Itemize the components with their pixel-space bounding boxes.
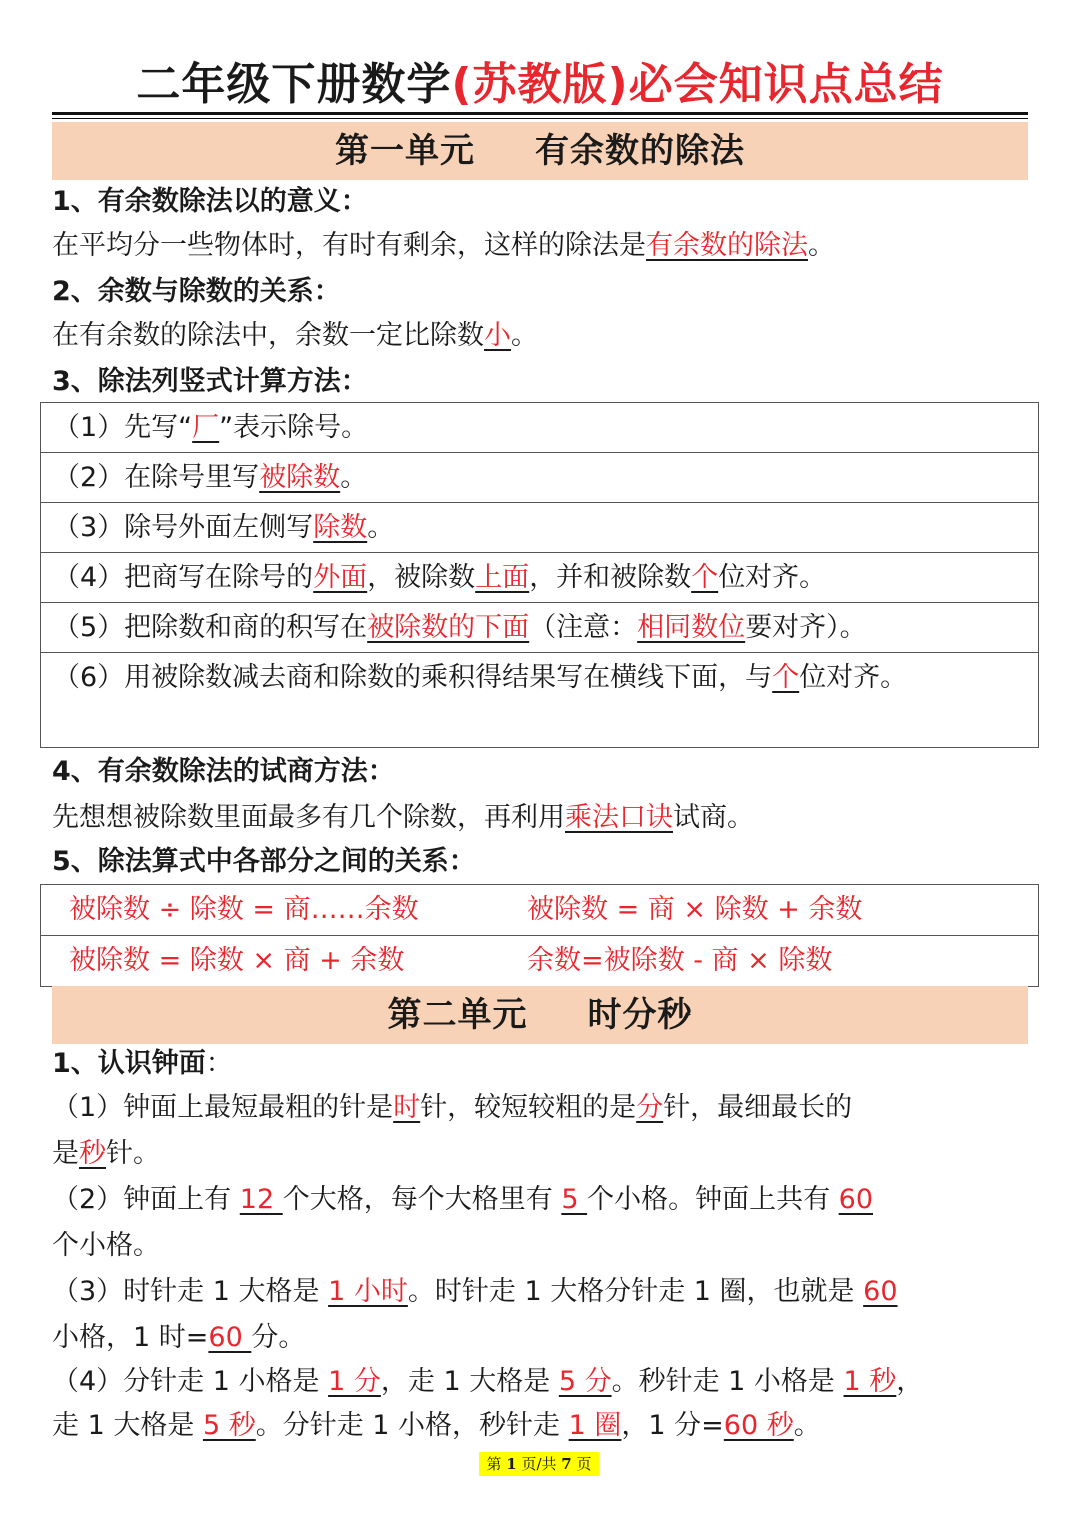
page-title	[52, 58, 1028, 112]
clock-point-4-answer-4: 5 秒	[202, 1410, 256, 1441]
unit2-name: 时分秒	[587, 995, 693, 1035]
unit2-label: 第二单元	[387, 995, 528, 1035]
relation-formula-3: 被除数 = 除数 × 商 + 余数	[69, 945, 405, 976]
relation-row-2	[41, 936, 1038, 986]
title-edition: (苏教版)	[451, 59, 629, 110]
clock-point-2-text-2: 个大格，每个大格里有	[282, 1184, 562, 1215]
unit1-label: 第一单元	[335, 131, 475, 171]
step-1	[41, 403, 1038, 453]
u1-s4-text	[52, 796, 754, 840]
step-5-text: （5）把除数和商的积写在	[53, 612, 368, 643]
division-relations-table	[40, 884, 1039, 987]
step-5	[41, 603, 1038, 653]
page-number-prefix: 第	[486, 1455, 507, 1473]
step-1-text: （1）先写“	[53, 412, 193, 443]
step-3	[41, 503, 1038, 553]
step-4-answer-2: 上面	[475, 562, 530, 593]
clock-point-4-line-2	[52, 1404, 821, 1448]
clock-point-3-text-3: 小格，1 时=	[52, 1322, 209, 1353]
unit1-header	[52, 122, 1028, 180]
relation-formula-2: 被除数 = 商 × 除数 + 余数	[527, 894, 863, 925]
title-suffix: 必会知识点总结	[628, 59, 944, 110]
clock-point-4-text: （4）分针走 1 小格是	[52, 1366, 329, 1397]
clock-point-4-answer-5: 1 圈	[568, 1410, 622, 1441]
relation-formula-4: 余数=被除数 - 商 × 除数	[527, 945, 833, 976]
clock-point-3-text: （3）时针走 1 大格是	[52, 1276, 329, 1307]
unit2-header	[52, 986, 1028, 1044]
clock-point-1-text-2: 针，较短较粗的是	[420, 1092, 637, 1123]
step-3-end: 。	[367, 512, 395, 543]
step-2-text: （2）在除号里写	[53, 462, 260, 493]
clock-point-1-answer-1: 时	[393, 1092, 421, 1123]
title-main: 二年级下册数学	[136, 59, 452, 110]
step-5-text-2: （注意：	[529, 612, 638, 643]
clock-point-4-end: 。	[793, 1410, 821, 1441]
clock-point-4-text-4: ，	[896, 1366, 924, 1397]
step-4-text: （4）把商写在除号的	[53, 562, 314, 593]
clock-point-1-end: 针。	[106, 1138, 160, 1169]
page-number	[479, 1452, 599, 1476]
clock-point-2-text: （2）钟面上有	[52, 1184, 240, 1215]
clock-point-2-answer-1: 12	[239, 1184, 283, 1215]
clock-point-4-answer-1: 1 分	[328, 1366, 381, 1397]
clock-point-4-text-2: ，走 1 大格是	[380, 1366, 559, 1397]
step-4-text-3: ，并和被除数	[529, 562, 692, 593]
clock-point-2-answer-3: 60	[838, 1184, 874, 1215]
step-4	[41, 553, 1038, 603]
clock-point-3-end: 分。	[251, 1322, 306, 1353]
step-5-answer-2: 相同数位	[637, 612, 746, 643]
step-3-text: （3）除号外面左侧写	[53, 512, 314, 543]
clock-point-4-line-1	[52, 1360, 923, 1404]
clock-point-1-answer-2: 分	[636, 1092, 664, 1123]
step-5-end: 要对齐）。	[745, 612, 867, 643]
u1-s1-text	[52, 224, 835, 268]
u2-s1-heading-text: 1、认识钟面	[52, 1048, 206, 1079]
u2-s1-heading	[52, 1044, 233, 1084]
clock-point-2-text-3: 个小格。钟面上共有	[587, 1184, 839, 1215]
clock-point-1-answer-3: 秒	[79, 1138, 106, 1169]
step-2	[41, 453, 1038, 503]
step-6-end: 位对齐。	[799, 662, 908, 693]
clock-point-4-text-6: 。分针走 1 小格，秒针走	[255, 1410, 569, 1441]
step-4-answer-1: 外面	[313, 562, 368, 593]
clock-point-4-text-7: ，1 分=	[621, 1410, 724, 1441]
clock-point-1-text-3: 针，最细最长的	[663, 1092, 853, 1123]
u1-s1-end: 。	[808, 230, 835, 261]
u1-s1-sentence: 在平均分一些物体时，有时有剩余，这样的除法是	[52, 230, 646, 261]
clock-point-3-line-2	[52, 1316, 305, 1360]
u1-s1-answer: 有余数的除法	[646, 230, 808, 261]
title-rule-thin	[52, 118, 1028, 119]
page-number-suffix: 页	[571, 1455, 592, 1473]
title-rule-thick	[52, 112, 1028, 115]
u1-s5-heading: 5、除法算式中各部分之间的关系：	[52, 846, 476, 877]
u1-s1-heading: 1、有余数除法以的意义：	[52, 186, 368, 217]
clock-point-3-text-2: 。时针走 1 大格分针走 1 圈，也就是	[407, 1276, 864, 1307]
step-4-text-2: ，被除数	[367, 562, 476, 593]
clock-point-3-answer-3: 60	[208, 1322, 252, 1353]
u1-s2-heading: 2、余数与除数的关系：	[52, 276, 341, 307]
u1-s2-answer: 小	[484, 320, 511, 351]
u1-s2-end: 。	[511, 320, 538, 351]
step-6	[41, 653, 1038, 747]
clock-point-2-answer-2: 5	[561, 1184, 588, 1215]
unit1-name: 有余数的除法	[535, 131, 745, 171]
u1-s4-heading: 4、有余数除法的试商方法：	[52, 756, 395, 787]
step-2-answer: 被除数	[259, 462, 341, 493]
u1-s3-heading: 3、除法列竖式计算方法：	[52, 366, 368, 397]
current-page: 1	[506, 1455, 517, 1473]
step-5-answer-1: 被除数的下面	[367, 612, 530, 643]
step-4-answer-3: 个	[691, 562, 719, 593]
total-pages: 7	[561, 1455, 572, 1473]
step-4-end: 位对齐。	[718, 562, 827, 593]
step-1-end: ”表示除号。	[219, 412, 369, 443]
clock-point-4-answer-2: 5 分	[558, 1366, 612, 1397]
clock-point-2-line-1	[52, 1178, 873, 1222]
u1-s4-answer: 乘法口诀	[565, 802, 673, 833]
step-3-answer: 除数	[313, 512, 368, 543]
u1-s4-sentence: 先想想被除数里面最多有几个除数，再利用	[52, 802, 565, 833]
clock-point-1-text: （1）钟面上最短最粗的针是	[52, 1092, 394, 1123]
long-division-steps-table	[40, 402, 1039, 748]
u1-s2-sentence: 在有余数的除法中，余数一定比除数	[52, 320, 484, 351]
clock-point-1-line-1	[52, 1086, 852, 1130]
step-6-answer: 个	[772, 662, 800, 693]
clock-point-4-answer-3: 1 秒	[843, 1366, 897, 1397]
clock-point-1-text-4: 是	[52, 1138, 79, 1169]
step-1-answer: 厂	[192, 412, 220, 443]
clock-point-4-answer-6: 60 秒	[723, 1410, 794, 1441]
u2-s1-heading-colon: ：	[205, 1048, 233, 1079]
u1-s2-text	[52, 314, 538, 358]
clock-point-3-answer-1: 1 小时	[328, 1276, 408, 1307]
clock-point-3-line-1	[52, 1270, 898, 1314]
page-number-middle: 页/共	[516, 1455, 562, 1473]
step-2-end: 。	[340, 462, 368, 493]
relation-formula-1: 被除数 ÷ 除数 = 商……余数	[69, 894, 419, 925]
clock-point-2-line-2: 个小格。	[52, 1230, 160, 1261]
step-6-text: （6）用被除数减去商和除数的乘积得结果写在横线下面，与	[53, 662, 773, 693]
clock-point-3-answer-2: 60	[863, 1276, 898, 1307]
relation-row-1	[41, 885, 1038, 936]
clock-point-4-text-3: 。秒针走 1 小格是	[611, 1366, 844, 1397]
clock-point-4-text-5: 走 1 大格是	[52, 1410, 203, 1441]
clock-point-1-line-2	[52, 1132, 160, 1176]
u1-s4-end: 试商。	[673, 802, 754, 833]
